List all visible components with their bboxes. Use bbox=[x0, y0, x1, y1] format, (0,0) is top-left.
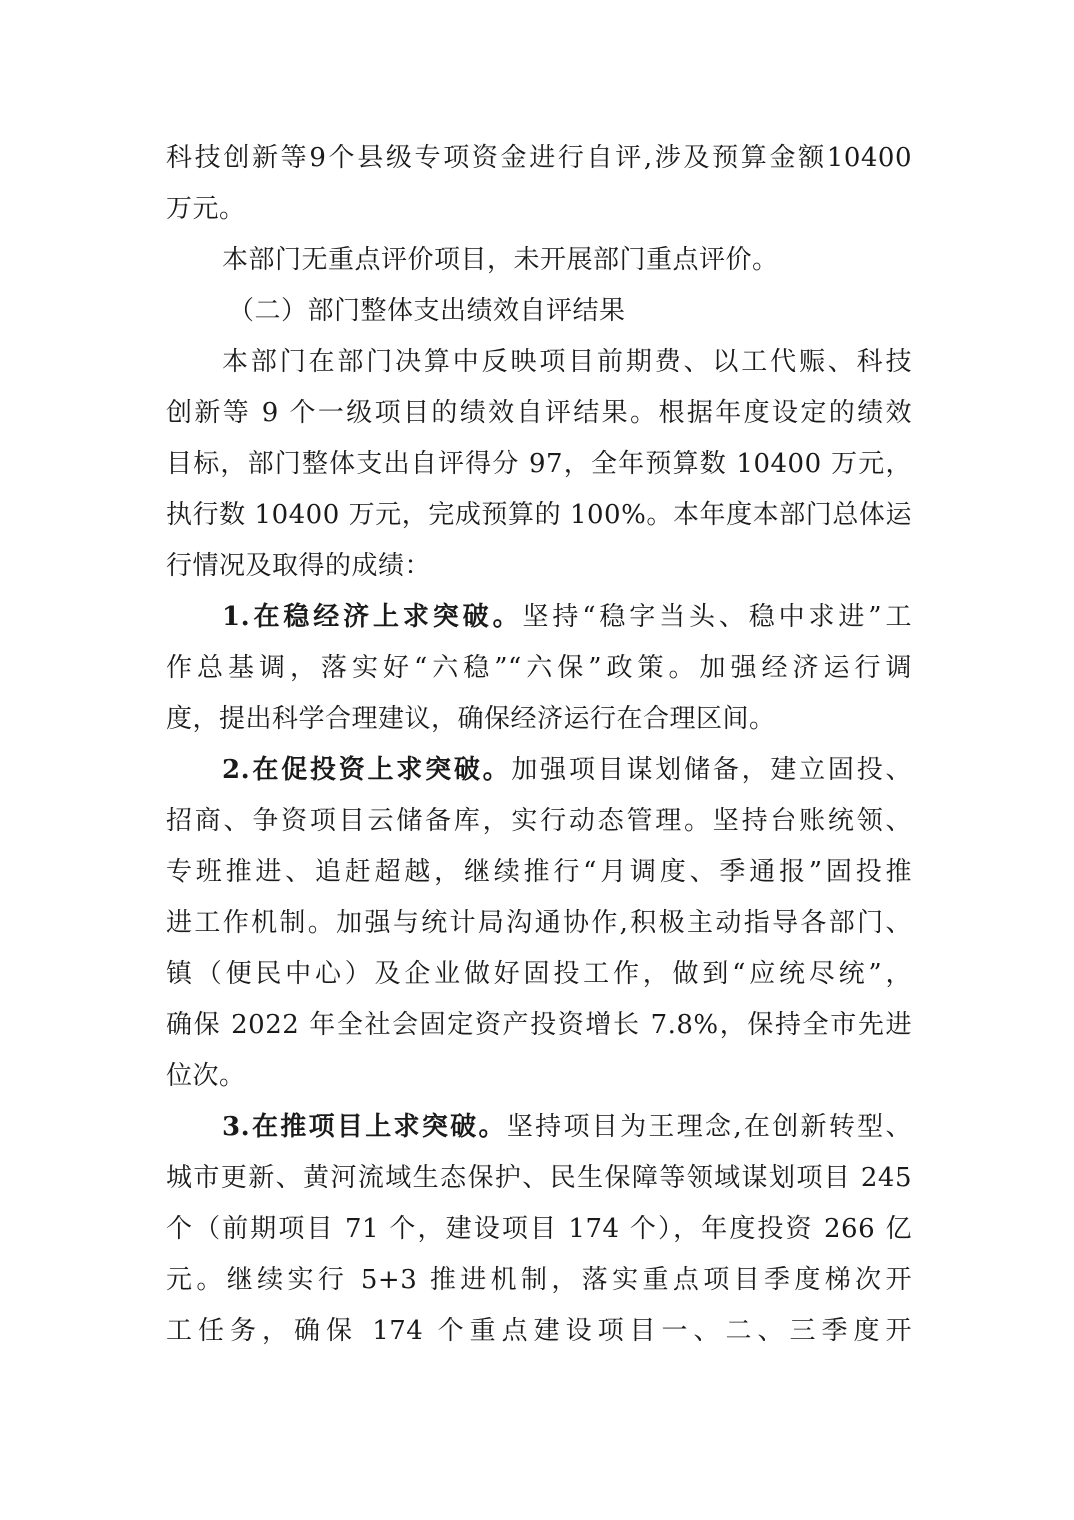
paragraph-line: 位次。 bbox=[166, 1061, 246, 1091]
paragraph-line: 镇（便民中心）及企业做好固投工作，做到“应统尽统”， bbox=[166, 959, 912, 989]
paragraph-line: 专班推进、追赶超越，继续推行“月调度、季通报”固投推 bbox=[166, 857, 912, 887]
item-2-text: 加强项目谋划储备，建立固投、 bbox=[511, 755, 912, 785]
paragraph-line: 元。继续实行 5+3 推进机制，落实重点项目季度梯次开 bbox=[166, 1265, 912, 1295]
item-1-title: 1.在稳经济上求突破。 bbox=[222, 602, 523, 632]
paragraph-line: 执行数 10400 万元，完成预算的 100%。本年度本部门总体运 bbox=[166, 500, 912, 530]
paragraph-line: 行情况及取得的成绩： bbox=[166, 551, 432, 581]
paragraph-line: 个（前期项目 71 个，建设项目 174 个），年度投资 266 亿 bbox=[166, 1214, 912, 1244]
paragraph-line: 万元。 bbox=[166, 194, 246, 224]
paragraph-line: 确保 2022 年全社会固定资产投资增长 7.8%，保持全市先进 bbox=[166, 1010, 912, 1040]
document-page bbox=[166, 136, 912, 1360]
paragraph-line: 招商、争资项目云储备库，实行动态管理。坚持台账统领、 bbox=[166, 806, 912, 836]
paragraph-line: 本部门在部门决算中反映项目前期费、以工代赈、科技 bbox=[222, 347, 912, 377]
paragraph-line: 创新等 9 个一级项目的绩效自评结果。根据年度设定的绩效 bbox=[166, 398, 912, 428]
paragraph-line: 作总基调，落实好“六稳”“六保”政策。加强经济运行调 bbox=[166, 653, 912, 683]
paragraph-line: 本部门无重点评价项目，未开展部门重点评价。 bbox=[222, 245, 779, 275]
item-1-text: 坚持“稳字当头、稳中求进”工 bbox=[522, 602, 912, 632]
item-3-title: 3.在推项目上求突破。 bbox=[222, 1112, 507, 1142]
section-heading: （二）部门整体支出绩效自评结果 bbox=[228, 296, 626, 326]
paragraph-line: 科技创新等9个县级专项资金进行自评,涉及预算金额10400 bbox=[166, 143, 912, 173]
item-2-title: 2.在促投资上求突破。 bbox=[222, 755, 512, 785]
item-3-first-line bbox=[166, 1105, 912, 1156]
item-2-first-line bbox=[166, 748, 912, 799]
paragraph-line: 目标，部门整体支出自评得分 97，全年预算数 10400 万元， bbox=[166, 449, 912, 479]
item-1-first-line bbox=[166, 595, 912, 646]
paragraph-line: 城市更新、黄河流域生态保护、民生保障等领域谋划项目 245 bbox=[166, 1163, 912, 1193]
paragraph-line: 工任务，确保 174 个重点建设项目一、二、三季度开 bbox=[166, 1316, 912, 1346]
paragraph-line: 度，提出科学合理建议，确保经济运行在合理区间。 bbox=[166, 704, 776, 734]
item-3-text: 坚持项目为王理念,在创新转型、 bbox=[506, 1112, 912, 1142]
paragraph-line: 进工作机制。加强与统计局沟通协作,积极主动指导各部门、 bbox=[166, 908, 912, 938]
